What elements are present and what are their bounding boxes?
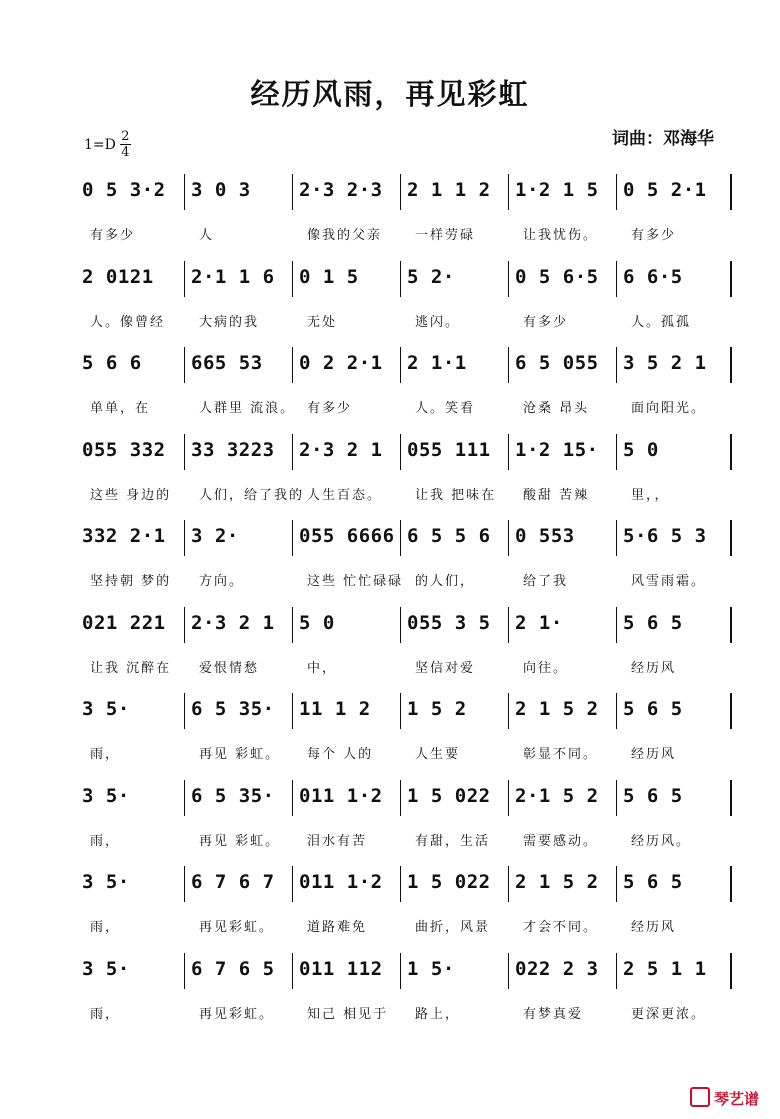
measure-notes: 011 112	[299, 957, 383, 980]
measure-notes: 0 553	[515, 525, 575, 547]
bar-line	[400, 953, 401, 989]
bar-line	[400, 780, 401, 816]
lyric-text: 让我 把味在	[415, 487, 497, 503]
lyric-text: 再见彩虹。	[199, 1006, 275, 1022]
bar-line	[616, 953, 617, 989]
measure-notes: 2·3 2·3	[299, 179, 383, 201]
lyric-text: 路上，	[415, 1006, 461, 1022]
bar-line	[730, 347, 732, 383]
lyric-text: 这些 忙忙碌碌	[307, 574, 404, 589]
score-system	[0, 691, 780, 777]
measure-notes: 0 2 2·1	[299, 352, 383, 374]
measure-notes: 021 221	[82, 611, 166, 634]
measure-notes: 1·2 1 5	[515, 179, 599, 201]
lyric-text: 经历风。	[631, 833, 692, 849]
lyric-text: 大病的我	[199, 314, 260, 330]
bar-line	[292, 261, 293, 297]
lyric-text: 有多少	[90, 228, 136, 243]
lyric-text: 有多少	[307, 401, 353, 416]
score-system	[0, 432, 780, 518]
bar-line	[292, 174, 293, 210]
lyric-text: 经历风	[631, 660, 677, 676]
measure-notes: 011 1·2	[299, 784, 383, 807]
bar-line	[400, 520, 401, 556]
lyric-text: 需要感动。	[523, 833, 599, 849]
bar-line	[616, 693, 617, 729]
bar-line	[616, 261, 617, 297]
bar-line	[184, 607, 185, 643]
measure-notes: 3 5 2 1	[623, 352, 707, 374]
lyric-text: 人们，给了我的	[199, 487, 305, 503]
measure-notes: 0 1 5	[299, 265, 359, 288]
measure-notes: 5 2·	[407, 265, 455, 288]
measure-notes: 2·3 2 1	[299, 438, 383, 461]
bar-line	[184, 434, 185, 470]
measure-notes: 022 2 3	[515, 957, 599, 980]
lyric-text: 给了我	[523, 574, 569, 589]
lyric-text: 人。笑看	[415, 401, 476, 416]
lyric-text: 逃闪。	[415, 314, 461, 330]
lyric-text: 有甜，生活	[415, 833, 491, 849]
watermark-logo	[690, 1087, 759, 1109]
measure-notes: 33 3223	[191, 438, 275, 461]
measure-notes: 3 5·	[82, 871, 130, 893]
measure-notes: 5 0	[623, 438, 659, 461]
bar-line	[292, 953, 293, 989]
bar-line	[508, 520, 509, 556]
score-system	[0, 345, 780, 431]
bar-line	[730, 780, 732, 816]
bar-line	[616, 780, 617, 816]
lyric-text: 有梦真爱	[523, 1006, 584, 1022]
bar-line	[292, 780, 293, 816]
measure-notes: 3 2·	[191, 525, 239, 547]
lyric-text: 无处	[307, 314, 338, 330]
measure-notes: 1 5·	[407, 957, 455, 980]
bar-line	[184, 780, 185, 816]
lyric-text: 曲折，风景	[415, 920, 491, 935]
measure-notes: 5 0	[299, 611, 335, 634]
bar-line	[508, 261, 509, 297]
bar-line	[616, 434, 617, 470]
measure-notes: 055 111	[407, 438, 491, 461]
lyric-text: 彰显不同。	[523, 747, 599, 762]
bar-line	[508, 866, 509, 902]
lyric-text: 酸甜 苦辣	[523, 487, 590, 503]
composer-credit: 词曲：邓海华	[612, 129, 714, 149]
lyric-text: 雨，	[90, 747, 121, 762]
lyric-text: 像我的父亲	[307, 228, 383, 243]
bar-line	[730, 434, 732, 470]
measure-notes: 3 0 3	[191, 179, 251, 201]
lyric-text: 人。像曾经	[90, 314, 166, 330]
score-system	[0, 951, 780, 1037]
bar-line	[292, 520, 293, 556]
measure-notes: 11 1 2	[299, 698, 371, 720]
score-system	[0, 172, 780, 258]
watermark-text: 琴艺谱	[714, 1090, 760, 1108]
lyric-text: 有多少	[631, 228, 677, 243]
measure-notes: 2 5 1 1	[623, 957, 707, 980]
bar-line	[616, 520, 617, 556]
lyric-text: 人。孤孤	[631, 314, 692, 330]
bar-line	[184, 693, 185, 729]
lyric-text: 面向阳光。	[631, 401, 707, 416]
bar-line	[730, 607, 732, 643]
lyric-text: 再见 彩虹。	[199, 833, 281, 849]
lyric-text: 雨，	[90, 1006, 121, 1022]
measure-notes: 0 5 6·5	[515, 265, 599, 288]
bar-line	[508, 780, 509, 816]
lyric-text: 雨，	[90, 833, 121, 849]
bar-line	[508, 174, 509, 210]
time-signature	[120, 129, 131, 160]
bar-line	[400, 261, 401, 297]
score-system	[0, 518, 780, 604]
lyric-text: 泪水有苦	[307, 833, 368, 849]
time-denominator: 4	[121, 145, 130, 160]
bar-line	[616, 347, 617, 383]
measure-notes: 3 5·	[82, 957, 130, 980]
lyric-text: 的人们，	[415, 574, 476, 589]
bar-line	[400, 693, 401, 729]
measure-notes: 3 5·	[82, 784, 130, 807]
measure-notes: 2 1·1	[407, 352, 467, 374]
lyric-text: 人	[199, 228, 215, 243]
score-system	[0, 259, 780, 345]
lyric-text: 更深更浓。	[631, 1006, 707, 1022]
measure-notes: 1 5 2	[407, 698, 467, 720]
logo-icon	[690, 1087, 710, 1107]
bar-line	[730, 953, 732, 989]
lyric-text: 方向。	[199, 574, 245, 589]
lyric-text: 再见彩虹。	[199, 920, 275, 935]
measure-notes: 2·3 2 1	[191, 611, 275, 634]
measure-notes: 2·1 1 6	[191, 265, 275, 288]
bar-line	[400, 607, 401, 643]
measure-notes: 011 1·2	[299, 871, 383, 893]
measure-notes: 2 1 5 2	[515, 698, 599, 720]
bar-line	[184, 866, 185, 902]
bar-line	[730, 520, 732, 556]
bar-line	[508, 347, 509, 383]
bar-line	[292, 607, 293, 643]
bar-line	[400, 434, 401, 470]
lyric-text: 有多少	[523, 314, 569, 330]
score-system	[0, 605, 780, 691]
measure-notes: 0 5 3·2	[82, 179, 166, 201]
key-label: 1=D	[84, 136, 116, 153]
lyric-text: 让我 沉醉在	[90, 660, 172, 676]
score-system	[0, 778, 780, 864]
measure-notes: 1·2 15·	[515, 438, 599, 461]
measure-notes: 6 5 35·	[191, 784, 275, 807]
bar-line	[184, 261, 185, 297]
song-title: 经历风雨，再见彩虹	[250, 77, 530, 111]
measure-notes: 055 6666	[299, 525, 395, 547]
bar-line	[508, 434, 509, 470]
lyric-text: 人生要	[415, 747, 461, 762]
measure-notes: 6 5 35·	[191, 698, 275, 720]
measure-notes: 1 5 022	[407, 784, 491, 807]
lyric-text: 让我忧伤。	[523, 228, 599, 243]
bar-line	[616, 174, 617, 210]
measure-notes: 5 6 5	[623, 871, 683, 893]
measure-notes: 055 332	[82, 438, 166, 461]
lyric-text: 里，，	[631, 487, 670, 503]
measure-notes: 2·1 5 2	[515, 784, 599, 807]
score-system	[0, 864, 780, 950]
measure-notes: 665 53	[191, 352, 263, 374]
lyric-text: 才会不同。	[523, 920, 599, 935]
key-signature	[84, 129, 131, 160]
lyric-text: 沧桑 昂头	[523, 401, 590, 416]
lyric-text: 人生百态。	[307, 487, 383, 503]
bar-line	[292, 434, 293, 470]
bar-line	[184, 347, 185, 383]
bar-line	[730, 866, 732, 902]
bar-line	[292, 347, 293, 383]
measure-notes: 5 6 5	[623, 698, 683, 720]
bar-line	[184, 520, 185, 556]
lyric-text: 一样劳碌	[415, 228, 476, 243]
bar-line	[400, 174, 401, 210]
lyric-text: 坚持朝 梦的	[90, 574, 172, 589]
measure-notes: 332 2·1	[82, 525, 166, 547]
lyric-text: 经历风	[631, 920, 677, 935]
measure-notes: 5·6 5 3	[623, 525, 707, 547]
bar-line	[616, 866, 617, 902]
bar-line	[508, 607, 509, 643]
measure-notes: 6 7 6 7	[191, 871, 275, 893]
measure-notes: 2 1 5 2	[515, 871, 599, 893]
bar-line	[292, 693, 293, 729]
measure-notes: 2 0121	[82, 265, 154, 288]
time-numerator: 2	[121, 129, 130, 144]
bar-line	[400, 347, 401, 383]
measure-notes: 6 5 5 6	[407, 525, 491, 547]
measure-notes: 6 7 6 5	[191, 957, 275, 980]
lyric-text: 中，	[307, 660, 338, 676]
lyric-text: 道路难免	[307, 920, 368, 935]
lyric-text: 经历风	[631, 747, 677, 762]
measure-notes: 5 6 5	[623, 611, 683, 634]
lyric-text: 人群里 流浪。	[199, 401, 296, 416]
bar-line	[292, 866, 293, 902]
bar-line	[184, 953, 185, 989]
lyric-text: 坚信对爱	[415, 660, 476, 676]
lyric-text: 这些 身边的	[90, 487, 172, 503]
measure-notes: 6 6·5	[623, 265, 683, 288]
lyric-text: 雨，	[90, 920, 121, 935]
measure-notes: 3 5·	[82, 698, 130, 720]
bar-line	[616, 607, 617, 643]
lyric-text: 向往。	[523, 660, 569, 676]
lyric-text: 爱恨情愁	[199, 660, 260, 676]
lyric-text: 风雪雨霜。	[631, 574, 707, 589]
measure-notes: 055 3 5	[407, 611, 491, 634]
lyric-text: 单单，在	[90, 401, 151, 416]
bar-line	[508, 693, 509, 729]
measure-notes: 2 1·	[515, 611, 563, 634]
bar-line	[508, 953, 509, 989]
measure-notes: 2 1 1 2	[407, 179, 491, 201]
measure-notes: 5 6 5	[623, 784, 683, 807]
bar-line	[730, 261, 732, 297]
bar-line	[400, 866, 401, 902]
lyric-text: 每个 人的	[307, 747, 374, 762]
lyric-text: 再见 彩虹。	[199, 747, 281, 762]
bar-line	[730, 693, 732, 729]
measure-notes: 6 5 055	[515, 352, 599, 374]
measure-notes: 0 5 2·1	[623, 179, 707, 201]
bar-line	[184, 174, 185, 210]
lyric-text: 知己 相见于	[307, 1006, 389, 1022]
measure-notes: 1 5 022	[407, 871, 491, 893]
bar-line	[730, 174, 732, 210]
measure-notes: 5 6 6	[82, 352, 142, 374]
